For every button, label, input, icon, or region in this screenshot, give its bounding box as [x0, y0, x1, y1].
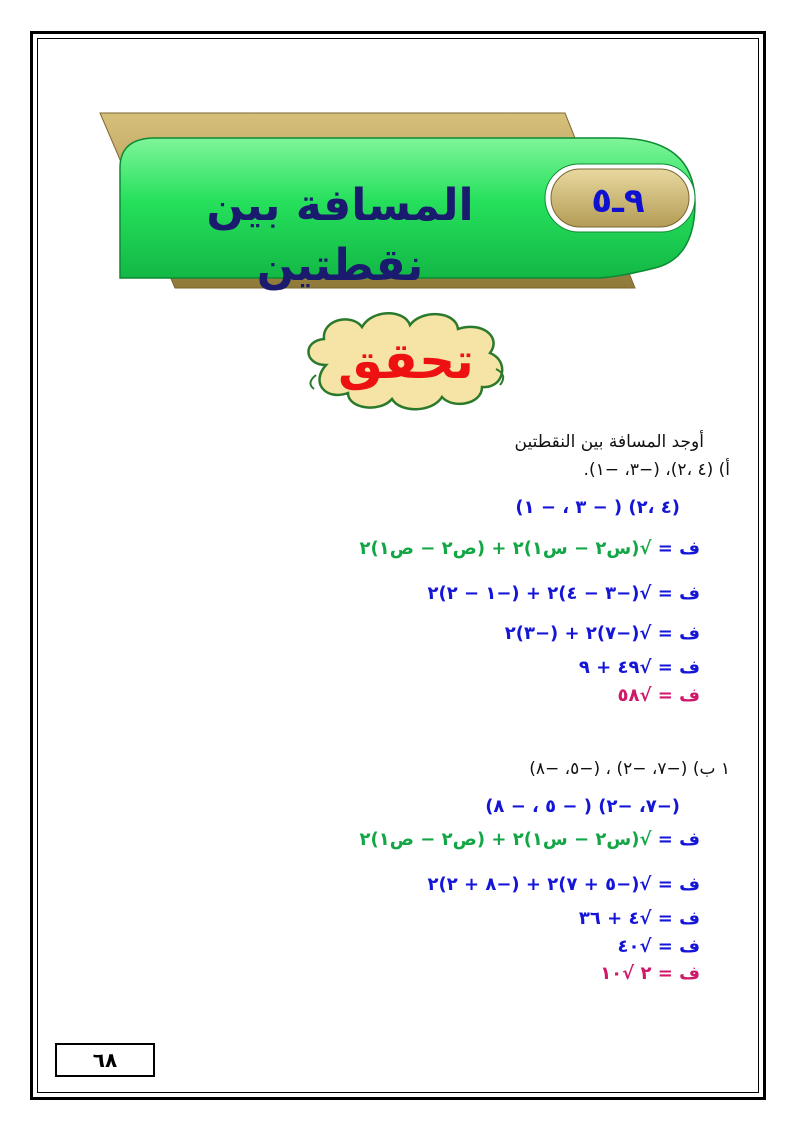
part-b-step3-line [617, 935, 700, 959]
part-a-result: √٥٨ [617, 685, 652, 706]
part-b-step2-label: ف = [657, 908, 700, 929]
part-a-formula-line [360, 537, 700, 561]
part-a-formula-label: ف = [657, 538, 700, 559]
part-b-result: ٢ √١٠ [600, 963, 652, 984]
part-a-step2-label: ف = [657, 623, 700, 644]
part-b-step2-line [579, 907, 700, 931]
part-b-result-label: ف = [657, 963, 700, 984]
part-a-result-line [617, 684, 700, 708]
part-b-step1-label: ف = [657, 874, 700, 895]
part-b-step3-label: ف = [657, 936, 700, 957]
part-a-question [584, 458, 730, 482]
part-a-step3-label: ف = [657, 657, 700, 678]
part-b-number: ١ [720, 759, 730, 779]
part-b-result-line [600, 962, 700, 986]
part-a-step2: √(−٧)٢ + (−٣)٢ [504, 623, 652, 644]
part-b-label: ب) [692, 759, 716, 779]
part-b-formula: √(س٢ − س١)٢ + (ص٢ − ص١)٢ [359, 829, 652, 850]
part-a-result-label: ف = [657, 685, 700, 706]
part-a-step3-line [579, 656, 700, 680]
part-a-points: (٤ ،٢) ( − ٣ ، − ١) [515, 497, 680, 518]
part-b-points-text: (−٧، −٢) ، (−٥، −٨) [529, 759, 688, 779]
part-a-step1-label: ف = [657, 583, 700, 604]
lesson-number: ٩ـ٥ [591, 181, 645, 221]
part-b-step1: √(−٥ + ٧)٢ + (−٨ + ٢)٢ [427, 874, 652, 895]
part-a-label: أ) [718, 460, 730, 480]
check-label: تحقق [338, 332, 474, 390]
part-b-step2: √٤ + ٣٦ [578, 908, 652, 929]
part-b-formula-label: ف = [657, 829, 700, 850]
part-b-formula-line [360, 828, 700, 852]
part-a-formula: √(س٢ − س١)٢ + (ص٢ − ص١)٢ [359, 538, 652, 559]
exercise-instruction: أوجد المسافة بين النقطتين [514, 432, 704, 452]
part-a-points-text: (٤ ،٢)، (−٣، −١). [583, 460, 714, 480]
part-b-step1-line [427, 873, 700, 897]
part-a-step1-line [427, 582, 700, 606]
part-b-question [529, 757, 730, 781]
part-a-step2-line [505, 622, 700, 646]
part-a-step3: √٤٩ + ٩ [578, 657, 652, 678]
part-a-step1: √(−٣ − ٤)٢ + (−١ − ٢)٢ [427, 583, 652, 604]
lesson-title: المسافة بين نقطتين [206, 180, 474, 291]
page-number: ٦٨ [55, 1043, 155, 1077]
part-b-points: (−٧، −٢) ( − ٥ ، − ٨) [485, 796, 680, 817]
part-b-step3: √٤٠ [617, 936, 652, 957]
